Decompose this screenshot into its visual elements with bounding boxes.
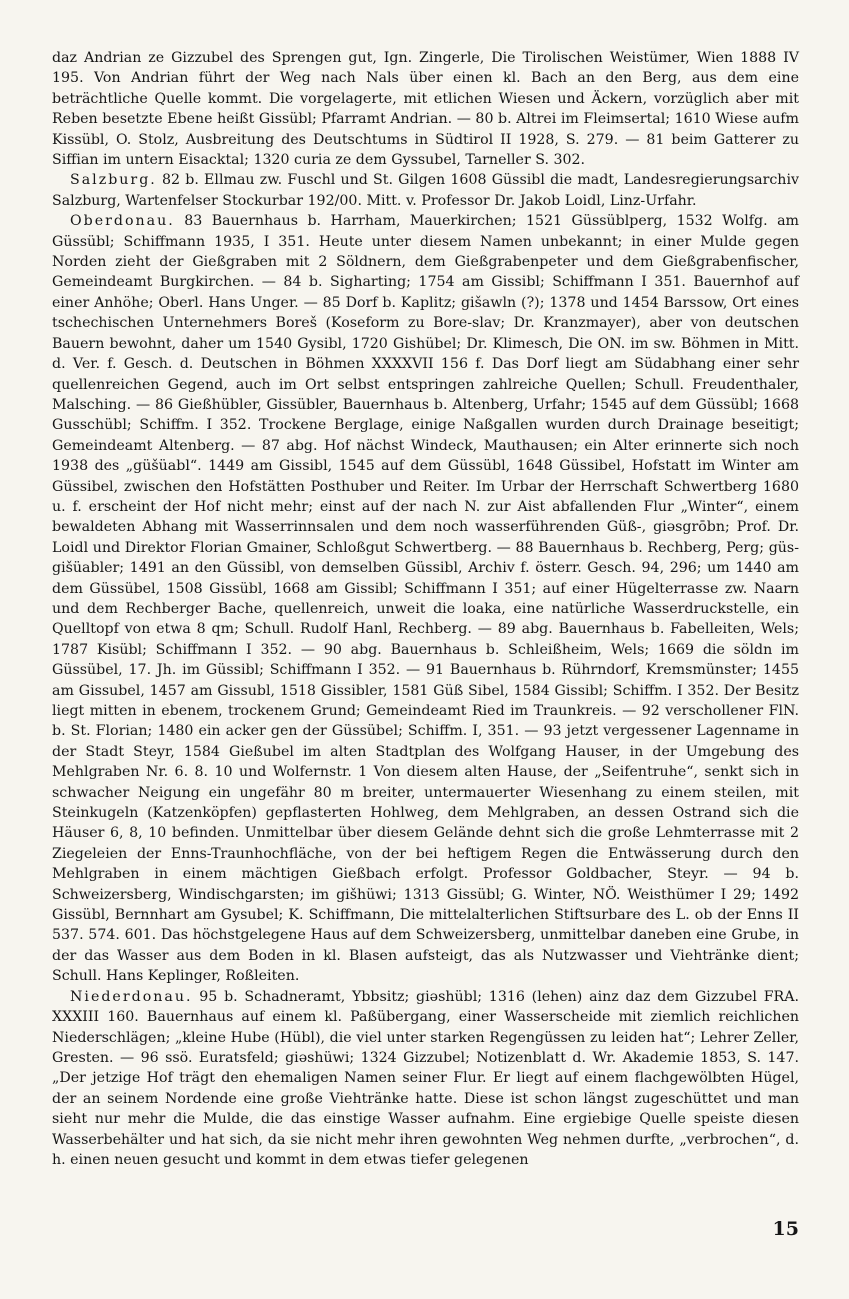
paragraph-text: 82 b. Ellmau zw. Fuschl und St. Gilgen 1608 Güssibl die madt, Landesregierungsarchiv Salzburg, Wartenfelser Stockurbar 192/00. Mitt. v. Professor Dr. Jakob Loidl, Linz-Urfahr. <box>52 172 799 209</box>
paragraph-oberdonau <box>52 211 799 986</box>
paragraph-text: daz Andrian ze Gizzubel des Sprengen gut, Ign. Zingerle, Die Tirolischen Weistümer, Wien 1888 IV 195. Von Andrian führt der Weg nach Nals über einen kl. Bach an den Berg, aus dem eine beträchtliche Quelle kommt. Die vorgelagerte, mit etlichen Wiesen und Äckern, vorzüglich aber mit Reben besetzte Ebene heißt Gissübl; Pfarramt Andrian. — 80 b. Altrei im Fleimsertal; 1610 Wiese aufm Kissübl, O. Stolz, Ausbreitung des Deutschtums in Südtirol II 1928, S. 279. — 81 beim Gatterer zu Siffian im untern Eisacktal; 1320 curia ze dem Gyssubel, Tarneller S. 302. <box>52 50 799 169</box>
paragraph-text: 83 Bauernhaus b. Harrham, Mauerkirchen; 1521 Güssüblperg, 1532 Wolfg. am Güssübl; Schiffmann 1935, I 351. Heute unter diesem Namen unbekannt; in einer Mulde gegen Norden zieht der Gießgraben mit 2 Söldnern, dem Gießgrabenpeter und dem Gießgrabenfischer, Gemeindeamt Burgkirchen. — 84 b. Sigharting; 1754 am Gissibl; Schiffmann I 351. Bauernhof auf einer Anhöhe; Oberl. Hans Unger. — 85 Dorf b. Kaplitz; gišawln (?); 1378 und 1454 Barssow, Ort eines tschechischen Unternehmers Boreš (Koseform zu Bore-slav; Dr. Kranzmayer), aber von deutschen Bauern bewohnt, daher um 1540 Gysibl, 1720 Gishübel; Dr. Klimesch, Die ON. im sw. Böhmen in Mitt. d. Ver. f. Gesch. d. Deutschen in Böhmen XXXXVII 156 f. Das Dorf liegt am Südabhang einer sehr quellenreichen Gegend, auch im Ort selbst entspringen zahlreiche Quellen; Schull. Freudenthaler, Malsching. — 86 Gießhübler, Gissübler, Bauernhaus b. Altenberg, Urfahr; 1545 auf dem Güssübl; 1668 Gusschübl; Schiffm. I 352. Trockene Berglage, einige Naßgallen wurden durch Drainage beseitigt; Gemeindeamt Altenberg. — 87 abg. Hof nächst Windeck, Mauthausen; ein Alter erinnerte sich noch 1938 des „güšüabl“. 1449 am Gissibl, 1545 auf dem Güssübl, 1648 Güssibel, Hofstatt im Winter am Güssibel, zwischen den Hofstätten Posthuber und Reiter. Im Urbar der Herrschaft Schwertberg 1680 u. f. erscheint der Hof nicht mehr; einst auf der nach N. zur Aist abfallenden Flur „Winter“, einem bewaldeten Abhang mit Wasserrinnsalen und dem noch wasserführenden Güß-, giəsgrōbn; Prof. Dr. Loidl und Direktor Florian Gmainer, Schloßgut Schwertberg. — 88 Bauernhaus b. Rechberg, Perg; güs-gišüabler; 1491 an den Güssibl, von demselben Güssibl, Archiv f. österr. Gesch. 94, 296; um 1440 am dem Güssübel, 1508 Gissübl, 1668 am Gissibl; Schiffmann I 351; auf einer Hügelterrasse zw. Naarn und dem Rechberger Bache, quellenreich, unweit die loaka, eine natürliche Wasserdruckstelle, ein Quelltopf von etwa 8 qm; Schull. Rudolf Hanl, Rechberg. — 89 abg. Bauernhaus b. Fabelleiten, Wels; 1787 Kisübl; Schiffmann I 352. — 90 abg. Bauernhaus b. Schleißheim, Wels; 1669 die söldn im Güssübel, 17. Jh. im Güssibl; Schiffmann I 352. — 91 Bauernhaus b. Rührndorf, Kremsmünster; 1455 am Gissubel, 1457 am Gissubl, 1518 Gissibler, 1581 Güß Sibel, 1584 Gissibl; Schiffm. I 352. Der Besitz liegt mitten in ebenem, trockenem Grund; Gemeindeamt Ried im Traunkreis. — 92 verschollener FlN. b. St. Florian; 1480 ein acker gen der Güssübel; Schiffm. I, 351. — 93 jetzt vergessener Lagenname in der Stadt Steyr, 1584 Gießubel im alten Stadtplan des Wolfgang Hauser, in der Umgebung des Mehlgraben Nr. 6. 8. 10 und Wolfernstr. 1 Von diesem alten Hause, der „Seifentruhe“, senkt sich in schwacher Neigung ein ungefähr 80 m breiter, untermauerter Wiesenhang zu einem steilen, mit Steinkugeln (Katzenköpfen) gepflasterten Hohlweg, dem Mehlgraben, an dessen Ostrand sich die Häuser 6, 8, 10 befinden. Unmittelbar über diesem Gelände dehnt sich die große Lehmterrasse mit 2 Ziegeleien der Enns-Traunhochfläche, von der bei heftigem Regen die Entwässerung durch den Mehlgraben in einem mächtigen Gießbach erfolgt. Professor Goldbacher, Steyr. — 94 b. Schweizersberg, Windischgarsten; im gišhüwi; 1313 Gissübl; G. Winter, NÖ. Weisthümer I 29; 1492 Gissübl, Bernnhart am Gysubel; K. Schiffmann, Die mittelalterlichen Stiftsurbare des L. ob der Enns II 537. 574. 601. Das höchstgelegene Haus auf dem Schweizersberg, unmittelbar daneben eine Grube, in der das Wasser aus dem Boden in kl. Blasen aufsteigt, das als Nutzwasser und Viehtränke dient; Schull. Hans Keplinger, Roßleiten. <box>52 213 799 985</box>
region-heading-niederdonau: Niederdonau. <box>70 988 193 1005</box>
paragraph-salzburg <box>52 170 799 211</box>
paragraph-andrian <box>52 48 799 170</box>
page-number: 15 <box>772 1218 799 1240</box>
paragraph-text: 95 b. Schadneramt, Ybbsitz; giəshübl; 1316 (lehen) ainz daz dem Gizzubel FRA. XXXIII 160. Bauernhaus auf einem kl. Paßübergang, einer Wasserscheide mit ziemlich reichlichen Niederschlägen; „kleine Hube (Hübl), die viel unter starken Regengüssen zu leiden hat“; Lehrer Zeller, Gresten. — 96 ssö. Euratsfeld; giəshüwi; 1324 Gizzubel; Notizenblatt d. Wr. Akademie 1853, S. 147. „Der jetzige Hof trägt den ehemaligen Namen seiner Flur. Er liegt auf einem flachgewölbten Hügel, der an seinem Nordende eine große Viehtränke hatte. Diese ist schon längst zugeschüttet und man sieht nur mehr die Mulde, die das einstige Wasser aufnahm. Eine ergiebige Quelle speiste diesen Wasserbehälter und hat sich, da sie nicht mehr ihren gewohnten Weg nehmen durfte, „verbrochen“, d. h. einen neuen gesucht und kommt in dem etwas tiefer gelegenen <box>52 988 799 1168</box>
region-heading-salzburg: Salzburg. <box>70 172 157 189</box>
region-heading-oberdonau: Oberdonau. <box>70 213 175 230</box>
paragraph-niederdonau <box>52 987 799 1171</box>
